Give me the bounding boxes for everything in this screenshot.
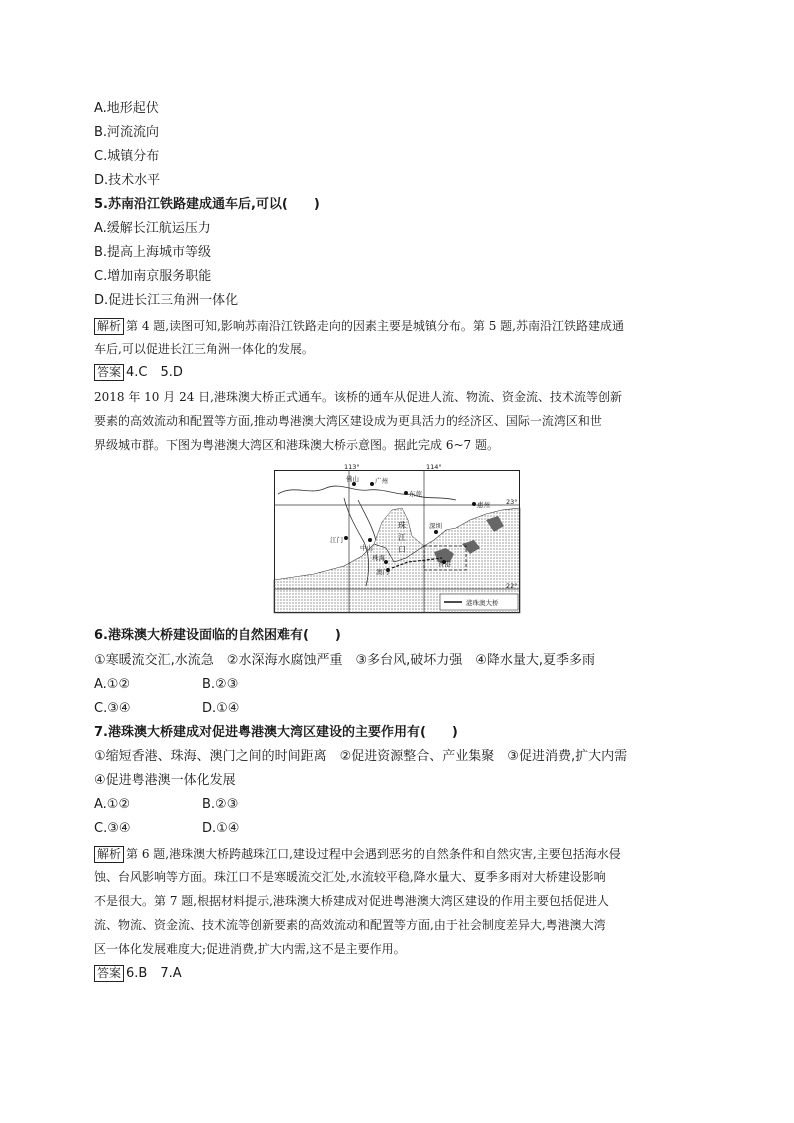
- city-foshan: 佛山: [346, 475, 359, 483]
- material-line-1: 2018 年 10 月 24 日,港珠澳大桥正式通车。该桥的通车从促进人流、物流、资金流、技术流等创新: [94, 390, 622, 404]
- q7-items-line-2: ④促进粤港澳一体化发展: [94, 773, 236, 788]
- analysis-2-line-4: 流、物流、资金流、技术流等创新要素的高效流动和配置等方面,由于社会制度差异大,粤港澳大湾: [94, 918, 606, 932]
- q5-option-a: A.缓解长江航运压力: [94, 221, 211, 236]
- city-dongguan: 东莞: [409, 490, 422, 498]
- q4-option-b: B.河流流向: [94, 125, 160, 140]
- q6-option-a: A.①②: [94, 677, 131, 692]
- analysis-tag: 解析: [94, 318, 124, 335]
- analysis-1-line-1: 解析 第 4 题,读图可知,影响苏南沿江铁路走向的因素主要是城镇分布。第 5 题,苏南沿江铁路建成通: [94, 317, 624, 335]
- q4-option-a: A.地形起伏: [94, 101, 159, 116]
- pearl-river-char-1: 珠: [398, 521, 406, 530]
- analysis-1-line-2: 车后,可以促进长江三角洲一体化的发展。: [94, 342, 314, 356]
- q4-option-c: C.城镇分布: [94, 149, 160, 164]
- answer-1: 答案 4.C 5.D: [94, 364, 183, 382]
- analysis-2-line-1: 解析 第 6 题,港珠澳大桥跨越珠江口,建设过程中会遇到恶劣的自然条件和自然灾害,主要包括海水侵: [94, 845, 621, 863]
- q7-option-c: C.③④: [94, 821, 131, 836]
- city-jiangmen: 江门: [330, 536, 343, 544]
- analysis-tag-2: 解析: [94, 846, 124, 863]
- pearl-river-char-3: 口: [398, 545, 406, 554]
- bay-area-map: [274, 463, 520, 613]
- q6-items: ①寒暖流交汇,水流急 ②水深海水腐蚀严重 ③多台风,破坏力强 ④降水量大,夏季多雨: [94, 653, 596, 668]
- lon-label-114: 114°: [426, 463, 442, 471]
- pearl-river-char-2: 江: [398, 533, 406, 542]
- q7-stem: 7.港珠澳大桥建成对促进粤港澳大湾区建设的主要作用有( ): [94, 725, 458, 740]
- city-guangzhou: 广州: [375, 477, 388, 485]
- answer-tag: 答案: [94, 364, 124, 381]
- city-huizhou: 惠州: [477, 501, 490, 509]
- q4-option-d: D.技术水平: [94, 173, 161, 188]
- analysis-2-line-5: 区一体化发展难度大;促进消费,扩大内需,这不是主要作用。: [94, 942, 406, 956]
- q6-option-d: D.①④: [202, 701, 240, 716]
- city-hongkong: 香港: [438, 560, 451, 568]
- q7-option-a: A.①②: [94, 797, 131, 812]
- lon-label-113: 113°: [344, 463, 360, 471]
- city-zhongshan: 中山: [360, 544, 373, 552]
- lat-label-22: 22°: [506, 582, 518, 590]
- q7-items-line-1: ①缩短香港、珠海、澳门之间的时间距离 ②促进资源整合、产业集聚 ③促进消费,扩大内需: [94, 749, 628, 764]
- q5-option-d: D.促进长江三角洲一体化: [94, 293, 239, 308]
- q5-option-c: C.增加南京服务职能: [94, 269, 212, 284]
- analysis-2-line-3: 不是很大。第 7 题,根据材料提示,港珠澳大桥建成对促进粤港澳大湾区建设的作用主要包括促进人: [94, 894, 609, 908]
- q6-stem: 6.港珠澳大桥建设面临的自然困难有( ): [94, 628, 341, 643]
- q5-stem: 5.苏南沿江铁路建成通车后,可以( ): [94, 197, 320, 212]
- city-zhuhai: 珠海: [372, 554, 385, 562]
- lat-label-23: 23°: [506, 498, 518, 506]
- city-macau: 澳门: [376, 568, 389, 576]
- analysis-2-line-2: 蚀、台风影响等方面。珠江口不是寒暖流交汇处,水流较平稳,降水量大、夏季多雨对大桥建设影响: [94, 870, 606, 884]
- q7-option-b: B.②③: [202, 797, 239, 812]
- legend-label: 港珠澳大桥: [466, 599, 499, 607]
- q7-option-d: D.①④: [202, 821, 240, 836]
- map-figure: [274, 463, 520, 613]
- q6-option-b: B.②③: [202, 677, 239, 692]
- material-line-3: 界级城市群。下图为粤港澳大湾区和港珠澳大桥示意图。据此完成 6~7 题。: [94, 438, 499, 452]
- city-shenzhen: 深圳: [429, 522, 442, 530]
- answer-2: 答案 6.B 7.A: [94, 965, 182, 983]
- answer-tag-2: 答案: [94, 965, 124, 982]
- material-line-2: 要素的高效流动和配置等方面,推动粤港澳大湾区建设成为更具活力的经济区、国际一流湾区和世: [94, 414, 602, 428]
- q6-option-c: C.③④: [94, 701, 131, 716]
- q5-option-b: B.提高上海城市等级: [94, 245, 212, 260]
